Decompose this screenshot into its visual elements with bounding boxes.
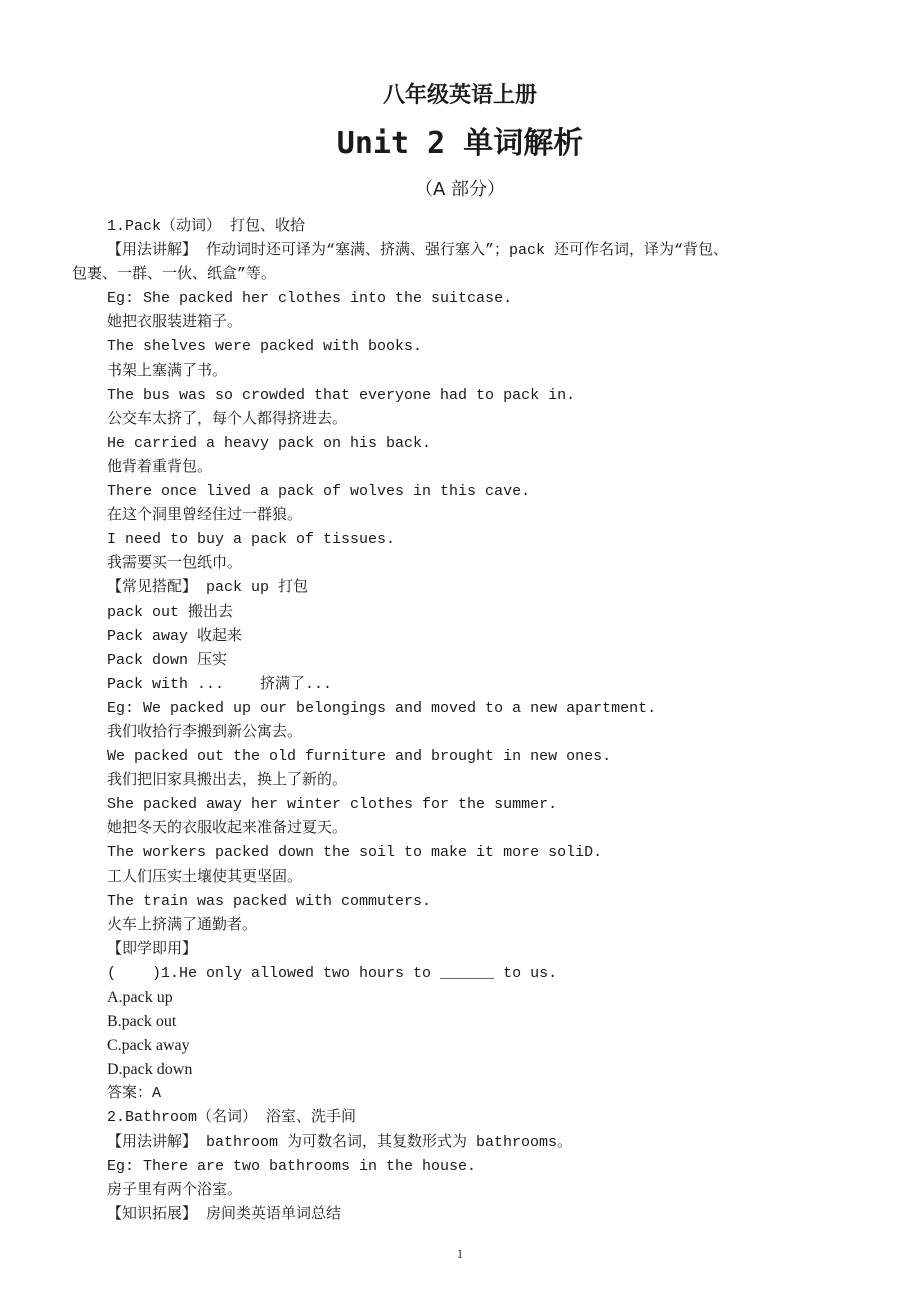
usage-text: 作动词时还可译为“塞满、挤满、强行塞入”；pack 还可作名词，译为“背包、 xyxy=(206,242,729,260)
collocation-phrase: Pack down xyxy=(107,651,189,669)
extension-text: 房间类英语单词总结 xyxy=(206,1205,342,1223)
example-cn: 火车上挤满了通勤者。 xyxy=(107,916,258,934)
example-en: He carried a heavy pack on his back. xyxy=(107,434,432,452)
extension-label: 【知识拓展】 xyxy=(107,1205,198,1223)
collocation-phrase: Pack with ... xyxy=(107,675,225,693)
example-cn: 我们把旧家具搬出去，换上了新的。 xyxy=(107,772,348,790)
collocation-line xyxy=(72,625,862,649)
example-en: I need to buy a pack of tissues. xyxy=(107,531,396,549)
collocation-meaning: 压实 xyxy=(197,651,228,669)
example-en: There once lived a pack of wolves in this cave. xyxy=(107,483,531,501)
example-cn: 我们收拾行李搬到新公寓去。 xyxy=(107,723,303,741)
usage-line xyxy=(72,1131,862,1155)
example-cn: 房子里有两个浴室。 xyxy=(107,1181,243,1199)
part-label: （A 部分） xyxy=(414,179,506,200)
usage-text: bathroom 为可数名词，其复数形式为 bathrooms。 xyxy=(206,1133,573,1151)
example-en: The shelves were packed with books. xyxy=(107,338,423,356)
example-cn: 工人们压实土壤使其更坚固。 xyxy=(107,868,303,886)
practice-question: ( )1.He only allowed two hours to ______ to us. xyxy=(107,964,558,982)
practice-label: 【即学即用】 xyxy=(107,940,198,958)
example-cn: 她把冬天的衣服收起来准备过夏天。 xyxy=(107,820,348,838)
usage-label: 【用法讲解】 xyxy=(107,242,198,260)
option-b: B.pack out xyxy=(107,1013,177,1031)
example-en: She packed away her winter clothes for the summer. xyxy=(107,796,558,814)
example-cn: 我需要买一包纸巾。 xyxy=(107,555,243,573)
extension-line xyxy=(72,1203,862,1227)
grade-title: 八年级英语上册 xyxy=(382,83,537,108)
document-body xyxy=(72,215,862,1227)
usage-text-continued: 包裹、一群、一伙、纸盒”等。 xyxy=(72,266,277,284)
unit-title-en: Unit 2 xyxy=(336,126,446,161)
collocation-meaning: 搬出去 xyxy=(188,603,234,621)
page-number: 1 xyxy=(456,1246,464,1261)
collocation-phrase: pack out xyxy=(107,603,180,621)
example-cn: 他背着重背包。 xyxy=(107,458,213,476)
usage-line xyxy=(72,239,862,263)
unit-title-cn: 单词解析 xyxy=(463,126,584,161)
example-cn: 公交车太挤了，每个人都得挤进去。 xyxy=(107,410,348,428)
option-a: A.pack up xyxy=(107,989,173,1006)
collocation-line xyxy=(72,673,862,697)
example-cn: 在这个洞里曾经住过一群狼。 xyxy=(107,507,303,525)
collocation-line xyxy=(72,649,862,673)
collocation-line xyxy=(72,576,862,600)
entry-heading: 2.Bathroom（名词） 浴室、洗手间 xyxy=(107,1109,357,1127)
collocation-label: 【常见搭配】 xyxy=(107,579,198,597)
example-en: Eg: There are two bathrooms in the house. xyxy=(107,1157,477,1175)
collocation-line xyxy=(72,601,862,625)
answer: 答案：A xyxy=(107,1085,162,1103)
example-en: Eg: We packed up our belongings and moved to a new apartment. xyxy=(107,699,657,717)
example-cn: 她把衣服装进箱子。 xyxy=(107,314,243,332)
example-en: We packed out the old furniture and brought in new ones. xyxy=(107,748,612,766)
option-d: D.pack down xyxy=(107,1061,193,1079)
option-c: C.pack away xyxy=(107,1037,190,1055)
collocation-meaning: 收起来 xyxy=(197,627,243,645)
example-en: The bus was so crowded that everyone had to pack in. xyxy=(107,386,576,404)
example-en: The train was packed with commuters. xyxy=(107,892,432,910)
usage-label: 【用法讲解】 xyxy=(107,1133,198,1151)
collocation-meaning: 挤满了... xyxy=(260,675,333,693)
entry-heading: 1.Pack（动词） 打包、收拾 xyxy=(107,218,306,235)
example-en: Eg: She packed her clothes into the suitcase. xyxy=(107,290,513,308)
example-en: The workers packed down the soil to make it more soliD. xyxy=(107,844,603,862)
example-cn: 书架上塞满了书。 xyxy=(107,362,228,380)
collocation-meaning: 打包 xyxy=(278,579,309,597)
collocation-phrase: pack up xyxy=(206,579,270,597)
collocation-phrase: Pack away xyxy=(107,627,189,645)
unit-title xyxy=(0,124,920,164)
